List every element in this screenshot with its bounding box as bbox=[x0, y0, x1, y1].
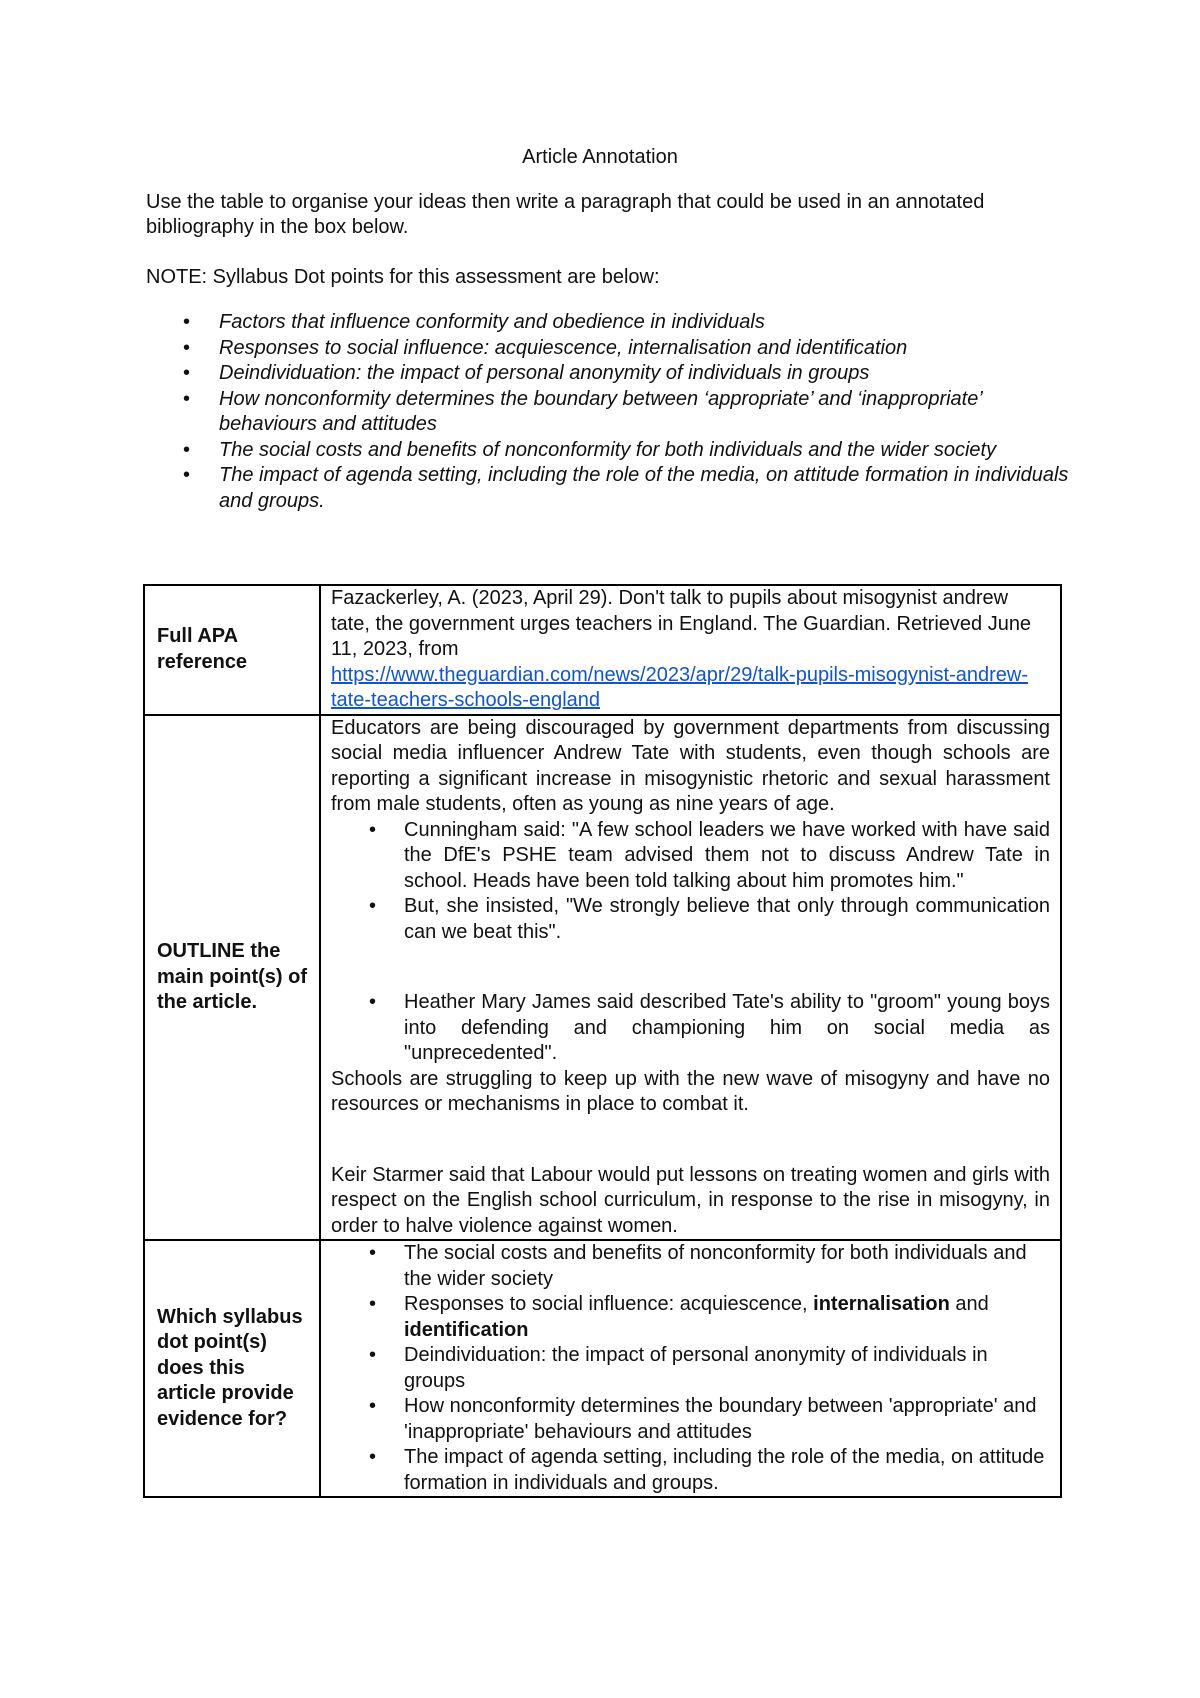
note-text: NOTE: Syllabus Dot points for this assessment are below: bbox=[146, 266, 660, 288]
outline-quotes-list bbox=[331, 818, 1050, 946]
syllabus-item: • Deindividuation: the impact of personal anonymity of individuals in groups bbox=[146, 361, 1076, 387]
evidence-item: • The social costs and benefits of nonconformity for both individuals and the wider society bbox=[331, 1241, 1050, 1292]
outline-quote: • Cunningham said: "A few school leaders we have worked with have said the DfE's PSHE team advised them not to discuss Andrew Tate in school. Heads have been told talking about him promotes him." bbox=[331, 818, 1050, 895]
syllabus-item: • How nonconformity determines the boundary between ‘appropriate’ and ‘inappropriate’ behaviours and attitudes bbox=[146, 387, 1076, 438]
evidence-bold-term: identification bbox=[404, 1318, 529, 1341]
outline-schools-paragraph: Schools are struggling to keep up with the new wave of misogyny and have no resources or mechanisms in place to combat it. bbox=[331, 1067, 1050, 1115]
evidence-item bbox=[331, 1292, 1050, 1343]
outline-intro: Educators are being discouraged by government departments from discussing social media influencer Andrew Tate with students, even though schools are reporting a significant increase in misogynistic rhetoric and sexual harassment from male students, often as young as nine years of age. bbox=[331, 716, 1050, 815]
evidence-text: and bbox=[949, 1293, 989, 1315]
spacer bbox=[331, 945, 1050, 990]
reference-cell bbox=[320, 585, 1061, 715]
evidence-label: Which syllabus dot point(s) does this article provide evidence for? bbox=[144, 1240, 320, 1497]
evidence-bold-term: internalisation bbox=[813, 1293, 950, 1315]
outline-quote: • Heather Mary James said described Tate's ability to "groom" young boys into defending and championing him on social media as "unprecedented". bbox=[331, 990, 1050, 1067]
syllabus-list bbox=[146, 310, 1076, 514]
table-row-reference bbox=[144, 585, 1061, 715]
syllabus-item: • Responses to social influence: acquiescence, internalisation and identification bbox=[146, 336, 1076, 362]
evidence-item: • How nonconformity determines the boundary between 'appropriate' and 'inappropriate' behaviours and attitudes bbox=[331, 1394, 1050, 1445]
evidence-item: • Deindividuation: the impact of personal anonymity of individuals in groups bbox=[331, 1343, 1050, 1394]
syllabus-item: • Factors that influence conformity and obedience in individuals bbox=[146, 310, 1076, 336]
outline-cell bbox=[320, 715, 1061, 1241]
page-title: Article Annotation bbox=[522, 146, 678, 168]
table-row-evidence bbox=[144, 1240, 1061, 1497]
syllabus-item: • The impact of agenda setting, including the role of the media, on attitude formation in individuals and groups. bbox=[146, 463, 1076, 514]
outline-quote: • But, she insisted, "We strongly believe that only through communication can we beat this". bbox=[331, 894, 1050, 945]
evidence-list bbox=[331, 1241, 1050, 1496]
outline-label: OUTLINE the main point(s) of the article. bbox=[144, 715, 320, 1241]
evidence-cell bbox=[320, 1240, 1061, 1497]
reference-citation: Fazackerley, A. (2023, April 29). Don't talk to pupils about misogynist andrew tate, the government urges teachers in England. The Guardian. Retrieved June 11, 2023, from bbox=[331, 587, 1032, 660]
evidence-item: • The impact of agenda setting, including the role of the media, on attitude formation in individuals and groups. bbox=[331, 1445, 1050, 1496]
outline-quotes-list-2 bbox=[331, 990, 1050, 1067]
table-row-outline bbox=[144, 715, 1061, 1241]
evidence-text: Responses to social influence: acquiescence, bbox=[404, 1293, 814, 1315]
outline-starmer-paragraph: Keir Starmer said that Labour would put lessons on treating women and girls with respect on the English school curriculum, in response to the rise in misogyny, in order to halve violence against women. bbox=[331, 1163, 1050, 1237]
reference-url-link[interactable]: https://www.theguardian.com/news/2023/apr/29/talk-pupils-misogynist-andrew-tate-teachers-schools-england bbox=[331, 663, 1029, 711]
spacer bbox=[331, 1118, 1050, 1163]
reference-label: Full APA reference bbox=[144, 585, 320, 715]
syllabus-item: • The social costs and benefits of nonconformity for both individuals and the wider society bbox=[146, 438, 1076, 464]
intro-text: Use the table to organise your ideas then write a paragraph that could be used in an annotated bibliography in the box below. bbox=[146, 191, 985, 238]
annotation-table bbox=[143, 584, 1062, 1498]
